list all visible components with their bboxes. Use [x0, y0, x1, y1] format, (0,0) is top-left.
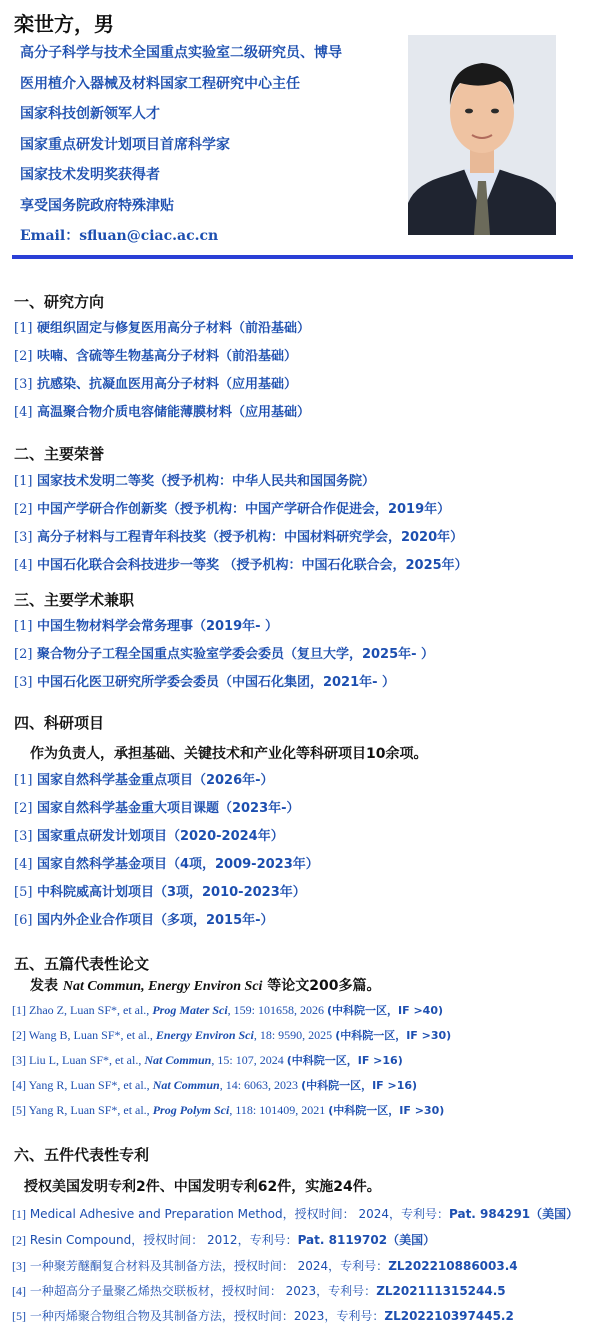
paper-item: [5] Yang R, Luan SF*, et al., Prog Polym Sci, 118: 101409, 2021 (中科院一区，IF >30) — [12, 1103, 445, 1117]
paper-item: [1] Zhao Z, Luan SF*, et al., Prog Mater Sci, 159: 101658, 2026 (中科院一区，IF >40) — [12, 1003, 444, 1017]
list-item: [4] 高温聚合物介质电容储能薄膜材料（应用基础） — [14, 405, 310, 420]
list-item: [2] 聚合物分子工程全国重点实验室学委会委员（复旦大学，2025年- ） — [14, 647, 435, 662]
patent-item: [3] 一种聚芳醚酮复合材料及其制备方法，授权时间： 2024，专利号：ZL202210886003.4 — [12, 1259, 518, 1273]
section-intro: 作为负责人，承担基础、关键技术和产业化等科研项目10余项。 — [30, 746, 428, 762]
list-item: [1] 中国生物材料学会常务理事（2019年- ） — [14, 619, 279, 634]
list-item: [1] 国家技术发明二等奖（授予机构：中华人民共和国国务院） — [14, 474, 375, 489]
title-line: 享受国务院政府特殊津贴 — [20, 197, 174, 214]
paper-item: [4] Yang R, Luan SF*, et al., Nat Commun, 14: 6063, 2023 (中科院一区，IF >16) — [12, 1078, 418, 1092]
list-item: [1] 国家自然科学基金重点项目（2026年-） — [14, 773, 274, 788]
list-item: [6] 国内外企业合作项目（多项，2015年-） — [14, 913, 274, 928]
list-item: [3] 中国石化医卫研究所学委会委员（中国石化集团，2021年- ） — [14, 675, 396, 690]
patent-item: [5] 一种丙烯聚合物组合物及其制备方法，授权时间：2023，专利号：ZL202210397445.2 — [12, 1309, 514, 1323]
section-heading-projects: 四、科研项目 — [14, 714, 105, 732]
title-line: 国家技术发明奖获得者 — [20, 167, 160, 183]
list-item: [3] 高分子材料与工程青年科技奖（授予机构：中国材料研究学会，2020年） — [14, 530, 464, 545]
list-item: [4] 中国石化联合会科技进步一等奖 （授予机构：中国石化联合会，2025年） — [14, 558, 468, 573]
patent-item: [4] 一种超高分子量聚乙烯热交联板材，授权时间： 2023，专利号：ZL202111315244.5 — [12, 1284, 506, 1298]
title-line: 国家科技创新领军人才 — [20, 106, 160, 122]
section-heading-positions: 三、主要学术兼职 — [14, 591, 135, 609]
section-heading-papers: 五、五篇代表性论文 — [14, 955, 150, 973]
list-item: [4] 国家自然科学基金项目（4项，2009-2023年） — [14, 857, 319, 872]
list-item: [3] 抗感染、抗凝血医用高分子材料（应用基础） — [14, 377, 297, 392]
list-item: [3] 国家重点研发计划项目（2020-2024年） — [14, 829, 284, 844]
section-heading-honors: 二、主要荣誉 — [14, 445, 105, 463]
section-intro: 发表 Nat Commun, Energy Environ Sci 等论文200多篇。 — [30, 978, 381, 994]
paper-item: [2] Wang B, Luan SF*, et al., Energy Environ Sci, 18: 9590, 2025 (中科院一区，IF >30) — [12, 1028, 452, 1042]
list-item: [5] 中科院威高计划项目（3项，2010-2023年） — [14, 885, 306, 900]
header-divider — [12, 255, 573, 259]
section-heading-research: 一、研究方向 — [14, 293, 105, 311]
title-line: 高分子科学与技术全国重点实验室二级研究员、博导 — [20, 45, 342, 61]
list-item: [1] 硬组织固定与修复医用高分子材料（前沿基础） — [14, 321, 310, 336]
email-link[interactable]: sfluan@ciac.ac.cn — [79, 228, 219, 244]
list-item: [2] 国家自然科学基金重大项目课题（2023年-） — [14, 801, 300, 816]
title-line: 医用植介入器械及材料国家工程研究中心主任 — [20, 75, 300, 92]
profile-titles — [20, 42, 342, 256]
section-heading-patents: 六、五件代表性专利 — [14, 1146, 150, 1164]
section-intro: 授权美国发明专利2件、中国发明专利62件，实施24件。 — [24, 1179, 381, 1195]
list-item: [2] 呋喃、含硫等生物基高分子材料（前沿基础） — [14, 349, 297, 364]
portrait-image — [408, 35, 556, 235]
profile-name: 栾世方，男 — [14, 12, 114, 36]
profile-photo — [408, 35, 556, 235]
patent-item: [1] Medical Adhesive and Preparation Method，授权时间： 2024，专利号：Pat. 984291（美国） — [12, 1207, 579, 1221]
patent-item: [2] Resin Compound，授权时间： 2012，专利号：Pat. 8119702（美国） — [12, 1233, 436, 1247]
email-line — [20, 225, 342, 256]
title-line: 国家重点研发计划项目首席科学家 — [20, 136, 230, 153]
email-label: Email： — [20, 228, 80, 244]
list-item: [2] 中国产学研合作创新奖（授予机构：中国产学研合作促进会，2019年） — [14, 502, 451, 517]
paper-item: [3] Liu L, Luan SF*, et al., Nat Commun, 15: 107, 2024 (中科院一区，IF >16) — [12, 1053, 403, 1067]
